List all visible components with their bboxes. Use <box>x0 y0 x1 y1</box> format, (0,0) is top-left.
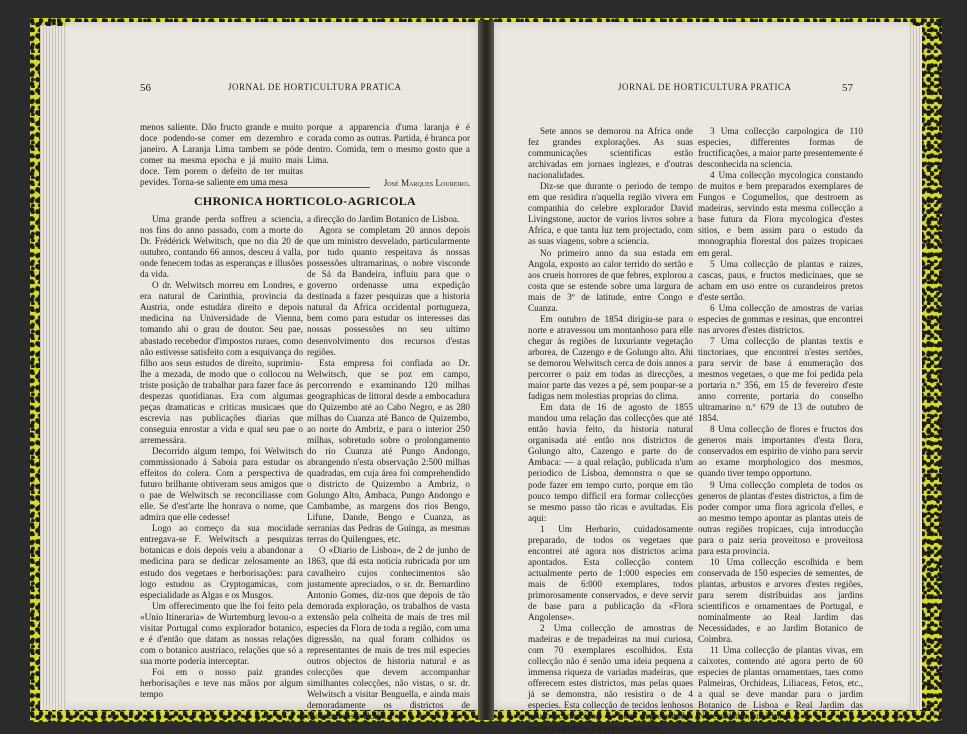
paragraph: 3 Uma collecção carpologica de 110 especies, differentes formas de fructificações, a maior parte presentemente é desconhecida na sciencia. <box>698 126 863 170</box>
paragraph: Diz-se que durante o periodo de tempo em que residira n'aquella região vivera em companhia do celebre explorador David Livingstone, auctor de varios livros sobre a Africa, e que tanta luz tem projectado, com as suas viagens, sobre a sciencia. <box>528 181 693 247</box>
paragraph: 11 Uma collecção de plantas vivas, em caixotes, contendo até agora perto de 60 especies de plantas ornamentaes, taes como Palmeiras, Orchideas, Liliaceas, Fetos, etc., a qual se deve mandar para o jardim Botanico de Lisboa e Real Jardim das Necessidades, em Lisboa. <box>698 645 863 722</box>
signature: José Marques Loureiro. <box>383 178 470 189</box>
paragraph: 7 Uma collecção de plantas textis e tinctoriaes, que encontrei n'estes sertões, para servir de base á enumeração dos mesmos vegetaes, o que me foi pedida pela portaria n.º 356, em 15 de fevereiro d'este anno corrente, portaria do conselho ultramarino n.º 679 de 13 de outubro de 1854. <box>698 335 863 424</box>
paragraph: 6 Uma collecção de amostras de varias especies de gommas e resinas, que encontrei nas arvores d'estes districtos. <box>698 302 863 335</box>
paragraph: 8 Uma collecção de flores e fructos dos generos mais importantes d'esta flora, conservados em espirito de vinho para servir ao exame morphologico dos mesmos, quando tiver tempo opportuno. <box>698 424 863 479</box>
running-header-right: JORNAL DE HORTICULTURA PRATICA <box>618 82 792 92</box>
body-col2-right <box>698 126 863 720</box>
body-col2-left <box>307 214 471 722</box>
paragraph: Logo ao começo da sua mocidade entregava-se F. Welwitsch a pesquizas botanicas e dois depois veiu a abandonar a medicina para se dedicar zelosamente ao estudo dos vegetaes e herborisações: para logo estudou as Cryptogamicas, com especialidade as Algas e os Musgos. <box>140 523 303 600</box>
paragraph: 2 Uma collecção de amostras de madeiras e de trepadeiras na mui curiosa, com 70 exemplares escolhidos. Esta collecção não é senão uma ideia pequena a immensa riqueza de variadas madeiras, que offerecem estes districtos, mas pelas quaes já se demonstra, não resistira o de 4 especies. Esta collecção de tecidos lenhosos pouco conhecidos e bem representados respectivamente a arvores tropicaes. <box>528 623 693 733</box>
divider <box>230 187 370 188</box>
section-title: CHRONICA HORTICOLO-AGRICOLA <box>193 194 417 208</box>
page-edges-right <box>908 26 922 710</box>
body-col1-left <box>140 214 303 700</box>
paragraph: O dr. Welwitsch morreu em Londres, e era natural de Carinthia, provincia da Austria, onde estudára direito e depois medicina na Universidade de Vienna, tomando ahi o grau de doutor. Seu pae, abastado recebedor d'impostos ruraes, como não estivesse satisfeito com a esquivança do filho aos seus estudos de direito, suprimiu-lhe a mezada, de modo que o collocou na triste posição de trabalhar para fazer face ás despezas quotidianas. Era com algumas peças dramaticas e criticas musicaes que escrevia nas publicações diarias que conseguia enrostar a vida e qual seu pae o arremessára. <box>140 280 303 445</box>
paragraph: Foi em o nosso paiz grandes herborisações e teve nas mãos por algum tempo <box>140 666 303 700</box>
paragraph: menos saliente. Dão fructo grande e muito doce podendo-se comer em dezembro e janeiro. A Laranja Lima tambem se póde comer na mesma epocha e já muito mais doce. Tem porem o defeito de ter muitas pevides. Torna-se saliente em uma mesa <box>140 122 303 188</box>
paragraph: Em outubro de 1854 dirigiu-se para o norte e atravessou um montanhoso para elle chegar ás regiões de luxuriante vegetação arborea, de Cazengo e de Golungo alto. Ahi se demorou Welwitsch cerca de dois annos a percorrer o paiz em todas as direcções, a maior parte das vezes a pé, sem poupar-se a fadigas nem molestias proprias do clima. <box>528 313 693 402</box>
paragraph: 9 Uma collecção completa de todos os generos de plantas d'estes districtos, a fim de poder compor uma flora agricola d'elles, e ao mesmo tempo apontar as plantas uteis de outras regiões tropicaes, cuja introducção para o paiz seria proveitoso e proveitosa para esta provincia. <box>698 479 863 556</box>
running-header-left: JORNAL DE HORTICULTURA PRATICA <box>228 82 402 92</box>
paragraph: Decorrido algum tempo, foi Welwitsch commissionado á Saboia para estudar os effeitos do colera. Com a perspectiva de futuro brilhante obtiveram seus amigos que o pae de Welwitsch se reconciliasse com elle. Se d'est'arte lhe honrava o nome, que admira que elle cedesse! <box>140 445 303 523</box>
paragraph: Um offerecimento que lhe foi feito pela «Unio Itineraria» de Wurtemburg levou-o a visitar Portugal como explorador botanico, e é d'então que datam as nossas relações com o botanico austriaco, relações que só a sua morte poderia interceptar. <box>140 600 303 666</box>
paragraph: Esta empresa foi confiada ao Dr. Welwitsch, que se poz em campo, percorrendo e examinando 120 milhas geographicas de littoral desde a embocadura do Quizembo até ao Cabo Negro, e as 280 milhas do Cuanza até Banco de Quizembo, ao norte do Ambriz, e para o interior 250 milhas, sobretudo sobre o prolongamento do rio Cuanza até Pungo Andongo, abrangendo n'esta observação 2:500 milhas quadradas, em cuja área foi comprehendido o districto de Quizembo a Ambriz, o Golungo Alto, Ambaca, Pungo Andongo e Cambambe, as margens dos rios Bengo, Lifune, Dande, Bengo e Cuanza, as serranias das Pedras de Guinga, as mesmas terras do Quilengues, etc. <box>307 357 471 545</box>
body-col1-right <box>528 126 693 733</box>
paragraph: Sete annos se demorou na Africa onde fez grandes explorações. As suas communicações scientificas estão archivadas em jornaes inglezes, e d'outras nacionalidades. <box>528 126 693 181</box>
top-text-col2 <box>307 122 470 189</box>
paragraph: Em data de 16 de agosto de 1855 mandou uma relação das collecções que até então havia feito, da historia natural organisada até então nos districtos de Golungo alto, Cazengo e parte do de Ambaca: — a qual relação, publicada n'um periodico de Lisboa, demonstra o que se pode fazer em tempo curto, porque em tão pouco tempo difficil era formar collecções se mesmo passo tão ricas e avultadas. Eis aqui: <box>528 402 693 523</box>
paragraph: a direcção do Jardim Botanico de Lisboa. <box>307 214 460 224</box>
paragraph: No primeiro anno da sua estada em Angola, exposto ao calor terrido do sertão e aos crueis horrores de que febres, explorou a costa que se estende sobre uma largura de mais de 3º de latitude, entre Congo e Cuanza. <box>528 247 693 313</box>
page-number-left: 56 <box>140 82 151 94</box>
book-spine <box>478 20 494 720</box>
top-text-col1 <box>140 122 303 188</box>
paragraph: porque a apparencia d'uma laranja é é corada como as outras. Partida, é branca por dentro. Comida, tem o mesmo gosto que a Lima. <box>307 122 470 166</box>
paragraph: 4 Uma collecção mycologica constando de muitos e bem preparados exemplares de Fungos e Cogumellos, que destroem as madeiras, servindo esta mesma collecção a base futura da Flora mycologica d'estes sitios, e bem assim para o estudo da monographia florestal dos paizes tropicaes em geral. <box>698 170 863 258</box>
paragraph: Agora se completam 20 annos depois que um ministro desvelado, particularmente por tudo quanto respeitava ás nossas possessões ultramarinas, o nobre visconde de Sá da Bandeira, influiu para que o governo ordenasse uma expedição destinada a fazer pesquizas que a historia natural da Africa occidental portugueza, bem como para estudar os interesses das nossas possessões no seu ultimo desenvolvimento dos recursos d'estas regiões. <box>307 225 470 357</box>
paragraph: 1 Um Herbario, cuidadosamente preparado, de todos os vegetaes que encontrei até agora nos districtos acima apontados. Esta collecção contem actualmente perto de 1:000 especies em mais de 6:000 exemplares, todos primorosamente conservados, e deve servir de base para a publicação da «Flora Angolense». <box>528 523 693 623</box>
paragraph: O «Diario de Lisboa», de 2 de junho de 1863, que dá esta noticia rubricada por um cavalheiro cujos conhecimentos são justamente apreciados, o sr. dr. Bernardino Antonio Gomes, diz-nos que depois de tão demorada exploração, os trabalhos de vasta extensão pela colheita de mais de tres mil especies da Flora de toda a região, com uma digressão, na qual foram colhidos os representantes de mais de tres mil especies outros objectos de historia natural e as colecções que devem accompanhar similhantes colecções, não vistas, o sr. dr. Welwitsch a visitar Benguella, e ainda mais demoradamente os districtos de Mossamedes e Huilla. <box>307 545 470 722</box>
paragraph: 10 Uma collecção escolhida e bem conservada de 150 especies de sementes, de plantas, arbustos e arvores d'estes regiões, para serem distribuidas aos jardins scientificos e ornamentaes de Portugal, e nominalmente ao Real Jardim das Necessidades, e ao Jardim Botanico de Coimbra. <box>698 556 863 645</box>
paragraph: 5 Uma collecção de plantas e raizes, cascas, paus, e fructos medicinaes, que se acham em uso entre os curandeiros pretos d'este sertão. <box>698 258 863 302</box>
page-number-right: 57 <box>842 82 853 94</box>
paragraph: Uma grande perda soffreu a sciencia, nos fins do anno passado, com a morte do Dr. Frédérick Welwitsch, que no dia 20 de outubro, contando 66 annos, desceu á valla, onde fenecem todas as esperanças e illusões da vida. <box>140 214 303 280</box>
